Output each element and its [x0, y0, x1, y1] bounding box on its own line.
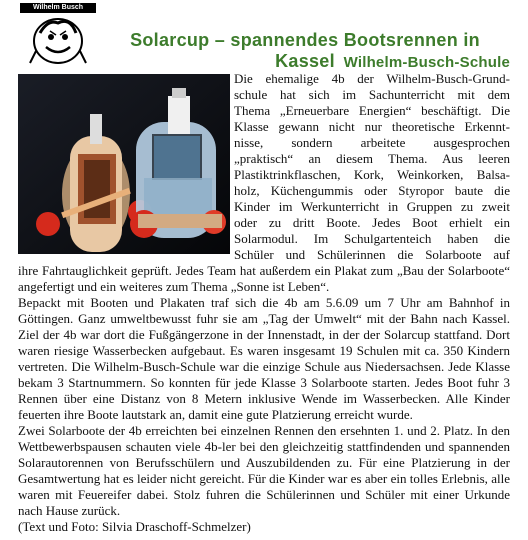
article-body-text: [18, 263, 510, 535]
school-name: Wilhelm-Busch-Schule: [343, 54, 510, 71]
text-line: Thema „Erneuerbare Energien“ beschäftigt. Die: [234, 103, 510, 118]
text-line: holz, Küchengummis oder Styropor baute die: [234, 183, 510, 198]
photo-credit: (Text und Foto: Silvia Draschoff-Schmelzer): [18, 519, 251, 534]
text-line: Solarmodul. Im Schulgartenteich haben die: [234, 231, 510, 246]
text-line: oder zu dritt Boote. Jedes Boot erhielt ein: [234, 215, 510, 230]
text-line: Die ehemalige 4b der Wilhelm-Busch-Grund-: [234, 71, 510, 86]
article-title: Solarcup – spannendes Bootsrennen in Kassel: [130, 30, 480, 71]
paragraph-3: Zwei Solarboote der 4b erreichten bei einzelnen Rennen den ersehnten 1. und 2. Platz. In den Wettbewerbspausen schauten viele 4b-ler bei den gleichzeitig stattfindenden und spannenden Solarautorennen von Berufsschülern und Auszubildenden zu. Für eine Platzierung in der Gesamtwertung hat es leider nicht gereicht. Für die Kinder war es aber ein tolles Erlebnis, alle waren mit Feuereifer dabei. Stolz fuhren die Schülerinnen und Schüler mit einer Urkunde nach Hause zurück.: [18, 423, 510, 518]
article-column-text: [234, 71, 510, 263]
wilhelm-busch-caricature-icon: [20, 11, 96, 67]
paragraph-2: Bepackt mit Booten und Plakaten traf sich die 4b am 5.6.09 um 7 Uhr am Bahnhof in Göttingen. Ganz umweltbewusst fuhr sie am „Tag der Umwelt“ mit der Bahn nach Kassel. Ziel der 4b war dort die Fußgängerzone in der Innenstadt, in der der Solarcup stattfand. Dort waren riesige Wasserbecken aufgebaut. Es waren insgesamt 19 Schulen mit ca. 350 Kindern vertreten. Die Wilhelm-Busch-Schule war die einzige Schule aus Niedersachsen. Jede Klasse bekam 3 Startnummern. So konnten für jede Klasse 3 Solarboote starten. Jedes Boot fuhr 3 Rennen über eine Distanz von 8 Metern inklusive Wende im Wasserbecken. Alle Kinder feuerten ihre Boote lautstark an, damit eine gute Platzierung erreicht wurde.: [18, 295, 510, 422]
paragraph-1-continued: ihre Fahrtauglichkeit geprüft. Jedes Team hat außerdem ein Plakat zum „Bau der Solarboote“ angefertigt und ein weiteres zum Thema „Sonne ist Leben“.: [18, 263, 510, 294]
text-line: Schüler und Schülerinnen die Solarboote auf: [234, 247, 510, 262]
logo-label: Wilhelm Busch: [20, 3, 96, 13]
text-line: Plastiktrinkflaschen, Kork, Weinkorken, Balsa-: [234, 167, 510, 182]
text-line: Kinder im Werkunterricht in Gruppen zu zweit: [234, 199, 510, 214]
text-line: nisse, sondern arbeitete ausgesprochen: [234, 135, 510, 150]
text-line: „praktisch“ an diesem Thema. Aus leeren: [234, 151, 510, 166]
solar-boats-photo: [18, 74, 230, 254]
school-logo: [20, 3, 96, 65]
text-line: schule hat sich im Sachunterricht mit dem: [234, 87, 510, 102]
text-line: Klasse gewann nicht nur theoretische Erkennt-: [234, 119, 510, 134]
